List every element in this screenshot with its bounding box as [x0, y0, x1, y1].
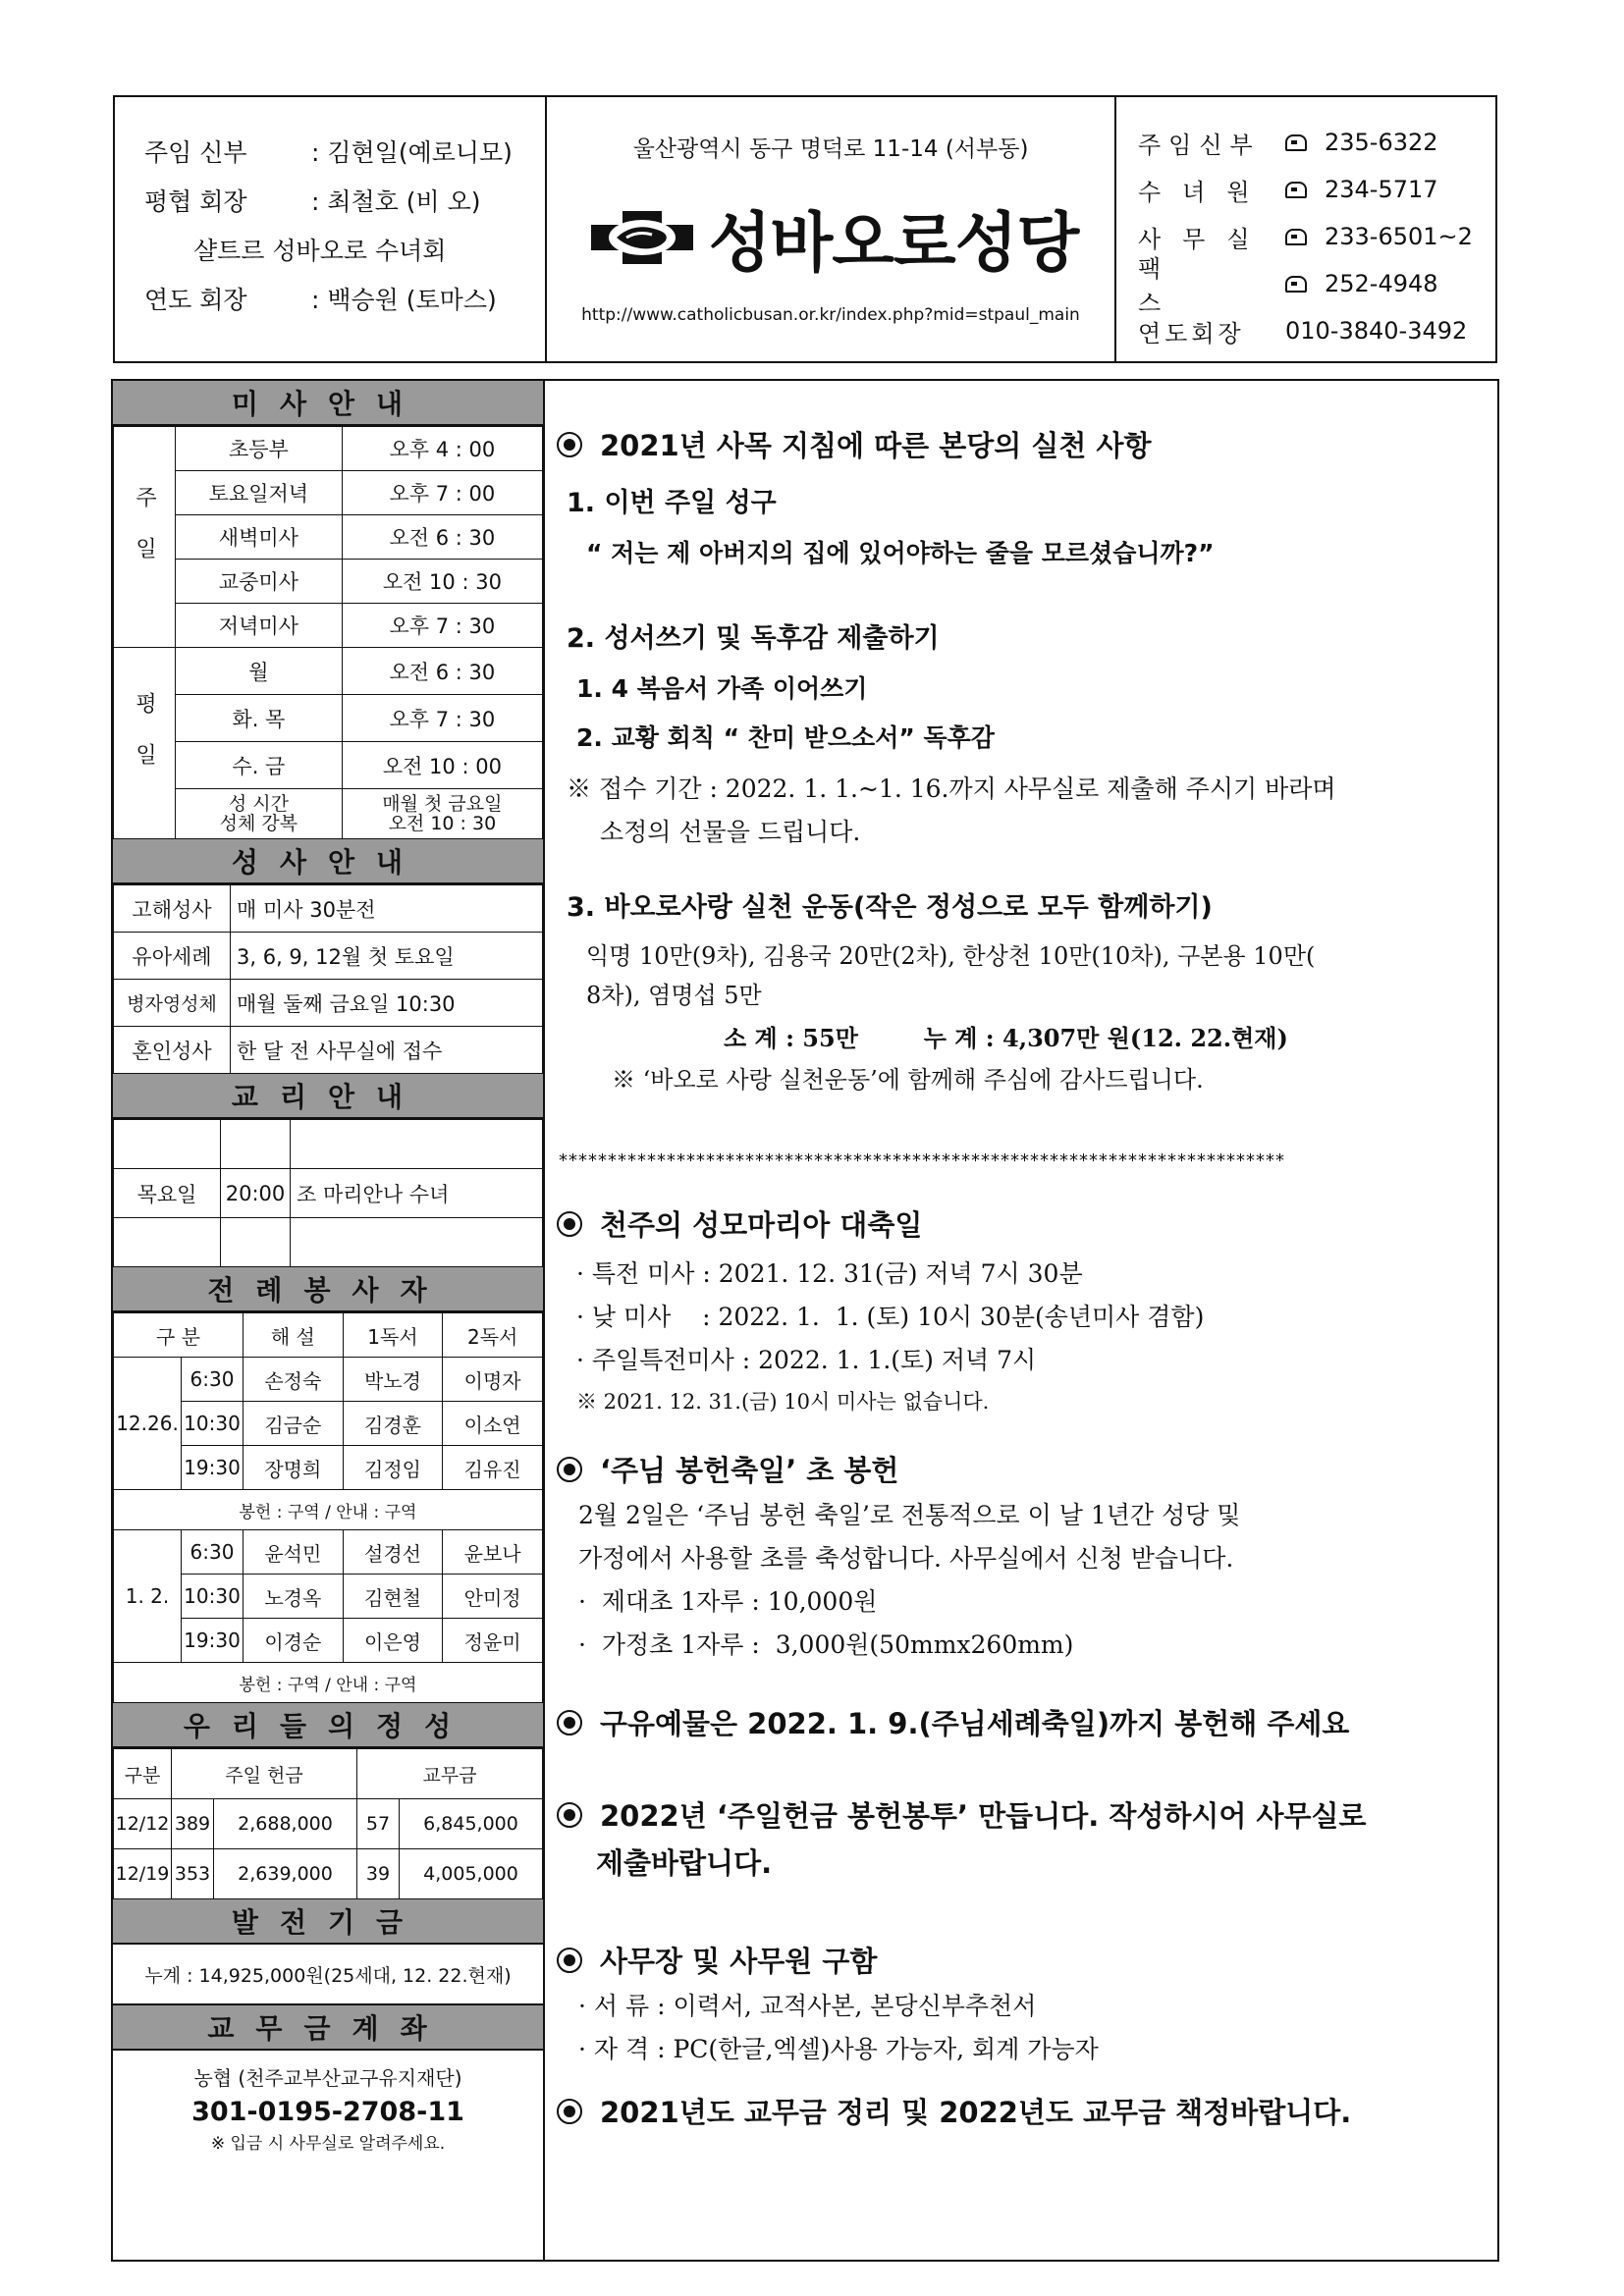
table-row: 12.26. 6:30 손정숙 박노경 이명자: [114, 1358, 543, 1402]
section-dues: [557, 2091, 1489, 2131]
servers-section-title: 전례봉사자: [113, 1267, 543, 1312]
target-bullet-icon: [557, 1802, 582, 1828]
table-row: 19:30 이경순 이은영 정윤미: [114, 1619, 543, 1663]
table-row: 수. 금 오전 10 : 00: [114, 742, 543, 789]
phone-icon: [1285, 229, 1307, 245]
section-pastoral: 2021년 사목 지침에 따른 본당의 실천 사항 1. 이번 주일 성구 “ 저는 제 아버지의 집에 있어야하는 줄을 모르셨습니까?” 2. 성서쓰기 및 독후감 제출하기 1. 4 복음서 가족 이어쓰기 2. 교황 회칙 “ 찬미 받으소서” 독후감 ※ 접수 기간 : 2022. 1. 1.~1. 16.까지 사무실로 제출해 주시기 바라며 소정의 선물을 드립니다. 3. 바오로사랑 실천 운동(작은 정성으로 모두 함께하기) 익명 10만(9차), 김용국 20만(2차), 한상천 10만(10차), 구본용 10만( 8차), 염명섭 5만 소 계 : 55만 누 계 : 4,307만 원(12. 22.현재) ※ ‘바오로 사랑 실천운동’에 함께해 주심에 감사드립니다.: [557, 424, 1489, 464]
staff-row: 주임 신부 : 김현일(예로니모): [144, 138, 513, 167]
contact-row: 팩스 252-4948: [1138, 255, 1438, 317]
table-row: 토요일저녁 오후 7 : 00: [114, 471, 543, 515]
table-row: 유아세례 3, 6, 9, 12월 첫 토요일: [114, 933, 543, 980]
table-row: 10:30 김금순 김경훈 이소연: [114, 1402, 543, 1446]
staff-row: 평협 회장 : 최철호 (비 오): [144, 187, 481, 216]
account-section-title: 교무금계좌: [113, 2005, 543, 2051]
header: [113, 95, 1497, 363]
table-row: 12/19 353 2,639,000 39 4,005,000: [114, 1849, 543, 1899]
table-row: 평일 월 오전 6 : 30: [114, 648, 543, 695]
section-crib-offering: [557, 1702, 1489, 1742]
target-bullet-icon: [557, 2099, 582, 2124]
table-row: 봉헌 : 구역 / 안내 : 구역: [114, 1663, 543, 1703]
staff-row: 연도 회장 : 백승원 (토마스): [144, 286, 497, 314]
table-row: 1. 2. 6:30 윤석민 설경선 윤보나: [114, 1530, 543, 1575]
table-row: [114, 1120, 543, 1169]
table-row: 새벽미사 오전 6 : 30: [114, 515, 543, 560]
table-row: 주일 초등부 오후 4 : 00: [114, 427, 543, 471]
sacrament-section-title: 성사안내: [113, 839, 543, 884]
servers-table: [113, 1312, 543, 1703]
account-number: 301-0195-2708-11: [191, 2097, 464, 2127]
table-row: [114, 1218, 543, 1267]
section-title: 2021년도 교무금 정리 및 2022년도 교무금 책정바랍니다.: [600, 2096, 1352, 2129]
table-row: 봉헌 : 구역 / 안내 : 구역: [114, 1490, 543, 1530]
church-emblem-icon: [583, 207, 701, 268]
section-title: ‘주님 봉헌축일’ 초 봉헌: [600, 1454, 899, 1487]
account-info: [113, 2051, 543, 2154]
phone-icon: [1285, 134, 1307, 151]
section-envelope: 2022년 ‘주일헌금 봉헌봉투’ 만듭니다. 작성하시어 사무실로 제출바랍니다.: [557, 1794, 1489, 1835]
divider-stars: **************************************************************************: [559, 1150, 1285, 1171]
phone-icon: [1285, 276, 1307, 293]
section-title: 2021년 사목 지침에 따른 본당의 실천 사항: [600, 429, 1152, 462]
table-row: 화. 목 오후 7 : 30: [114, 695, 543, 742]
contact-row: 주임신부 235-6322: [1138, 129, 1438, 159]
contact-row: 사무실 233-6501~2: [1138, 223, 1473, 253]
table-row: 고해성사 매 미사 30분전: [114, 885, 543, 933]
sidebar: [113, 381, 545, 2260]
mass-section-title: 미사안내: [113, 381, 543, 426]
section-hiring: 사무장 및 사무원 구함 · 서 류 : 이력서, 교적사본, 본당신부추천서 · 자 격 : PC(한글,엑셀)사용 가능자, 회계 가능자: [557, 1940, 1489, 1980]
table-row: 교중미사 오전 10 : 30: [114, 560, 543, 604]
catechism-section-title: 교리안내: [113, 1074, 543, 1119]
account-note: ※ 입금 시 사무실로 알려주세요.: [210, 2134, 446, 2154]
table-row: 구분 주일 헌금 교무금: [114, 1749, 543, 1799]
church-title-block: [547, 97, 1116, 361]
sacrament-table: [113, 884, 543, 1074]
section-title: 구유예물은 2022. 1. 9.(주님세례축일)까지 봉헌해 주세요: [600, 1707, 1350, 1740]
church-name: 성바오로성당: [708, 205, 1079, 281]
table-row: 19:30 장명희 김정임 김유진: [114, 1446, 543, 1490]
phone-icon: [1285, 182, 1307, 198]
section-title: 2022년 ‘주일헌금 봉헌봉투’ 만듭니다. 작성하시어 사무실로: [600, 1799, 1367, 1833]
account-bank: 농협 (천주교부산교구유지재단): [193, 2066, 462, 2090]
fund-section-title: 발전기금: [113, 1899, 543, 1945]
contact-list: [1116, 97, 1495, 361]
fund-total: 누계 : 14,925,000원(25세대, 12. 22.현재): [113, 1945, 543, 2005]
church-url: http://www.catholicbusan.or.kr/index.php?mid=stpaul_main: [581, 305, 1080, 325]
table-row: 병자영성체 매월 둘째 금요일 10:30: [114, 980, 543, 1027]
church-logo: [547, 190, 1114, 284]
target-bullet-icon: [557, 432, 582, 457]
contact-row: 연도회장 010-3840-3492: [1138, 317, 1468, 347]
church-address: 울산광역시 동구 명덕로 11-14 (서부동): [632, 136, 1029, 162]
table-row: 12/12 389 2,688,000 57 6,845,000: [114, 1799, 543, 1849]
target-bullet-icon: [557, 1211, 582, 1237]
contact-row: 수녀원 234-5717: [1138, 176, 1438, 206]
mass-table: [113, 426, 543, 839]
table-row: 목요일 20:00 조 마리안나 수녀: [114, 1169, 543, 1218]
section-title: 사무장 및 사무원 구함: [600, 1945, 878, 1978]
content-area: [557, 381, 1489, 2260]
staff-row: 샬트르 성바오로 수녀회: [193, 237, 447, 265]
target-bullet-icon: [557, 1457, 582, 1482]
section-solemnity: 천주의 성모마리아 대축일 · 특전 미사 : 2021. 12. 31(금) 저녁 7시 30분 · 낮 미사 : 2022. 1. 1. (토) 10시 30분(송년미사 겸함) · 주일특전미사 : 2022. 1. 1.(토) 저녁 7시 ※ 2021. 12. 31.(금) 10시 미사는 없습니다.: [557, 1203, 1489, 1244]
table-row: 혼인성사 한 달 전 사무실에 접수: [114, 1027, 543, 1074]
staff-list: [115, 97, 547, 361]
table-row: 10:30 노경옥 김현철 안미정: [114, 1575, 543, 1619]
table-row: 성 시간 성체 강복 매월 첫 금요일 오전 10 : 30: [114, 789, 543, 839]
section-candles: ‘주님 봉헌축일’ 초 봉헌 2월 2일은 ‘주님 봉헌 축일’로 전통적으로 이 날 1년간 성당 및 가정에서 사용할 초를 축성합니다. 사무실에서 신청 받습니다. · 제대초 1자루 : 10,000원 · 가정초 1자루 : 3,000원(50mmx260mm): [557, 1449, 1489, 1489]
table-row: 저녁미사 오후 7 : 30: [114, 604, 543, 648]
table-row: 구 분 해 설 1독서 2독서: [114, 1313, 543, 1358]
offering-section-title: 우리들의정성: [113, 1703, 543, 1748]
offering-table: [113, 1748, 543, 1899]
target-bullet-icon: [557, 1710, 582, 1735]
main-box: [111, 379, 1499, 2262]
catechism-table: [113, 1119, 543, 1267]
section-title: 천주의 성모마리아 대축일: [600, 1208, 923, 1242]
target-bullet-icon: [557, 1948, 582, 1973]
